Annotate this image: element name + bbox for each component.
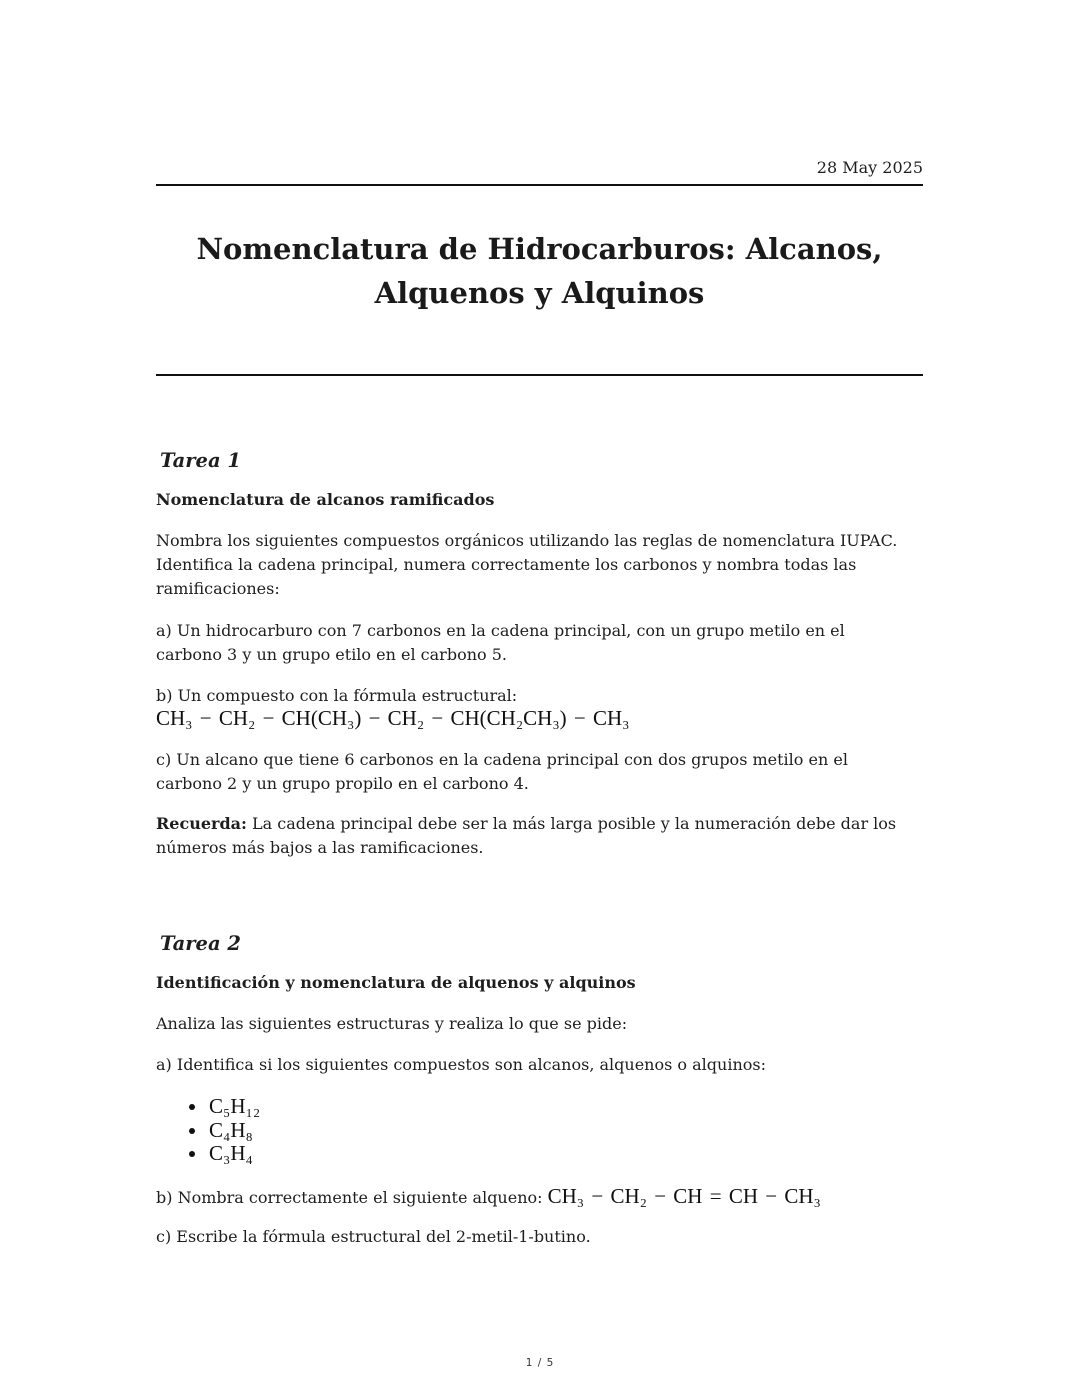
tarea-1-intro-line: Identifica la cadena principal, numera correctamente los carbonos y nombra todas las [156, 555, 857, 574]
reminder-line: números más bajos a las ramificaciones. [156, 838, 484, 857]
tarea-1-item-b-text: b) Un compuesto con la fórmula estructural: [156, 686, 518, 705]
document-title: Nomenclatura de Hidrocarburos: Alcanos, Alquenos y Alquinos [196, 232, 883, 310]
tarea-2-subtitle: Identificación y nomenclatura de alquenos y alquinos [156, 973, 636, 992]
tarea-1-item-b [156, 684, 630, 732]
tarea-1-intro-line: ramificaciones: [156, 579, 280, 598]
compound-formula: C₃H₄ [209, 1141, 253, 1165]
tarea-1-item-c-line: c) Un alcano que tiene 6 carbonos en la cadena principal con dos grupos metilo en el [156, 750, 848, 769]
bullet-icon [189, 1128, 195, 1134]
tarea-1-heading: Tarea 1 [160, 449, 241, 472]
compound-formula: C₄H₈ [209, 1117, 253, 1142]
tarea-1-item-b-formula-line [156, 706, 630, 732]
page-number: 1 / 5 [525, 1357, 555, 1369]
tarea-1-intro [156, 529, 897, 601]
tarea-1-intro-line: Nombra los siguientes compuestos orgánicos utilizando las reglas de nomenclatura IUPAC. [156, 531, 898, 550]
compound-formula: C₅H₁₂ [209, 1094, 261, 1118]
header-rule [156, 184, 923, 186]
tarea-1-reminder [156, 812, 896, 860]
tarea-2-item-c-line: c) Escribe la fórmula estructural del 2-metil-1-butino. [156, 1227, 591, 1246]
structural-formula: CH₃ − CH₂ − CH(CH₃) − CH₂ − CH(CH₂CH₃) − CH₃ [156, 706, 630, 730]
tarea-1-item-a-line: a) Un hidrocarburo con 7 carbonos en la cadena principal, con un grupo metilo en el [156, 621, 845, 640]
list-item [156, 1142, 260, 1166]
bullet-icon [189, 1104, 195, 1110]
tarea-1-item-c-line: carbono 2 y un grupo propilo en el carbono 4. [156, 774, 529, 793]
reminder-line [156, 812, 896, 836]
tarea-2-item-b-line [156, 1184, 821, 1210]
tarea-2-item-b [156, 1184, 821, 1210]
reminder-label: Recuerda: [156, 814, 247, 833]
document-date: 28 May 2025 [816, 158, 923, 177]
tarea-2-item-a [156, 1053, 766, 1077]
tarea-1-item-a [156, 619, 845, 667]
tarea-2-intro-line: Analiza las siguientes estructuras y realiza lo que se pide: [156, 1014, 628, 1033]
tarea-2-item-a-text: a) Identifica si los siguientes compuestos son alcanos, alquenos o alquinos: [156, 1055, 766, 1074]
tarea-2-heading: Tarea 2 [160, 932, 241, 955]
tarea-2-item-b-text: b) Nombra correctamente el siguiente alqueno: [156, 1188, 543, 1207]
tarea-2-item-c [156, 1225, 591, 1249]
compound-list [156, 1095, 260, 1166]
tarea-1-item-a-line: carbono 3 y un grupo etilo en el carbono 5. [156, 645, 507, 664]
title-rule [156, 374, 923, 376]
list-item [156, 1119, 260, 1143]
alkene-formula: CH₃ − CH₂ − CH = CH − CH₃ [547, 1184, 821, 1208]
tarea-2-intro [156, 1012, 627, 1036]
bullet-icon [189, 1151, 195, 1157]
reminder-text: La cadena principal debe ser la más larga posible y la numeración debe dar los [252, 814, 897, 833]
tarea-1-item-c [156, 748, 848, 796]
list-item [156, 1095, 260, 1119]
tarea-1-subtitle: Nomenclatura de alcanos ramificados [156, 490, 495, 509]
